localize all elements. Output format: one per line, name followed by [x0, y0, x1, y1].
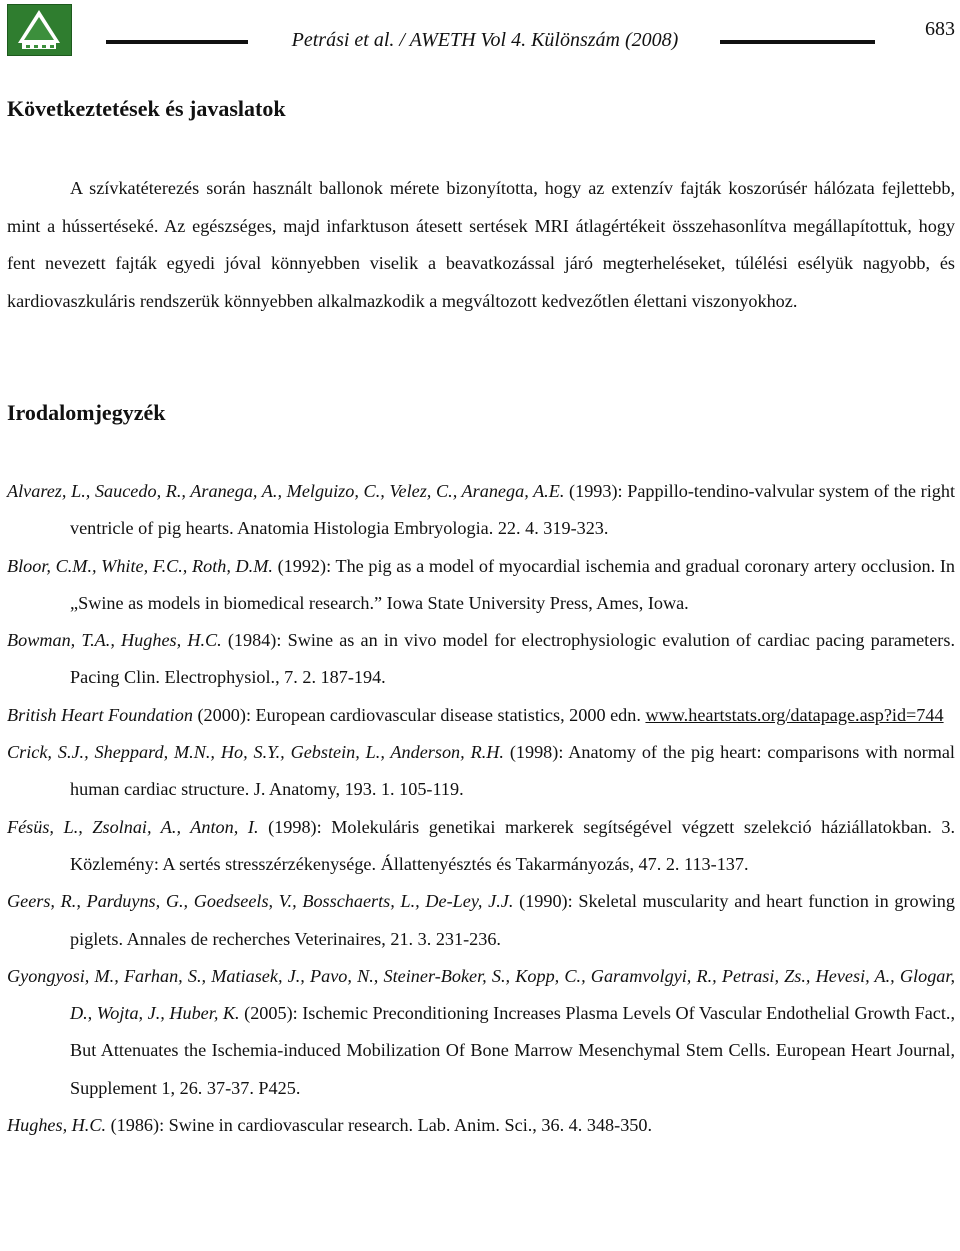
- conclusions-heading: Következtetések és javaslatok: [7, 96, 286, 121]
- reference-authors: Alvarez, L., Saucedo, R., Aranega, A., Melguizo, C., Velez, C., Aranega, A.E.: [7, 481, 565, 501]
- reference-item: [7, 883, 955, 958]
- reference-text: (2000): European cardiovascular disease statistics, 2000 edn.: [192, 704, 646, 725]
- reference-item: [7, 958, 955, 1107]
- reference-item: [7, 473, 955, 548]
- aweth-logo-icon: [7, 4, 72, 56]
- reference-text: (1984): Swine as an in vivo model for electrophysiologic evalution of cardiac pacing parameters. Pacing Clin. Electrophysiol., 7. 2. 187-194.: [70, 630, 955, 688]
- header-rule-left: [106, 40, 248, 44]
- reference-item: [7, 548, 955, 623]
- reference-item: [7, 697, 955, 734]
- reference-authors: Gyongyosi, M., Farhan, S., Matiasek, J., Pavo, N., Steiner-Boker, S., Kopp, C., Garamvolgyi, R., Petrasi, Zs., Hevesi, A., Glogar, D., Wojta, J., Huber, K.: [7, 965, 955, 1024]
- reference-text: (1986): Swine in cardiovascular research. Lab. Anim. Sci., 36. 4. 348-350.: [106, 1115, 653, 1136]
- reference-link[interactable]: www.heartstats.org/datapage.asp?id=744: [645, 704, 944, 725]
- reference-list: [7, 473, 955, 1144]
- reference-text: (1993): Pappillo-tendino-valvular system of the right ventricle of pig hearts. Anatomia Histologia Embryologia. 22. 4. 319-323.: [70, 481, 955, 539]
- reference-authors: Bloor, C.M., White, F.C., Roth, D.M.: [7, 555, 273, 576]
- reference-item: [7, 809, 955, 884]
- reference-authors: Hughes, H.C.: [7, 1115, 107, 1136]
- reference-authors: Bowman, T.A., Hughes, H.C.: [7, 630, 222, 651]
- reference-authors: British Heart Foundation: [7, 704, 193, 725]
- reference-text: (1998): Anatomy of the pig heart: comparisons with normal human cardiac structure. J. Anatomy, 193. 1. 105-119.: [70, 742, 955, 800]
- page-number: 683: [925, 18, 955, 40]
- references-heading: Irodalomjegyzék: [7, 400, 166, 425]
- reference-item: [7, 622, 955, 697]
- journal-header: Petrási et al. / AWETH Vol 4. Különszám (2008): [291, 29, 679, 51]
- conclusions-paragraph: A szívkatéterezés során használt ballonok mérete bizonyította, hogy az extenzív fajták koszorúsér hálózata fejlettebb, mint a hússertéseké. Az egészséges, majd infarktuson átesett sertések MRI átlagértékeit összehasonlítva megállapítottuk, hogy fent nevezett fajták egyedi jóval könnyebben viselik a beavatkozással járó megterheléseket, túlélési esélyük nagyobb, és kardiovaszkuláris rendszerük könnyebben alkalmazkodik a megváltozott kedvezőtlen élettani viszonyokhoz.: [7, 178, 955, 311]
- reference-item: [7, 734, 955, 809]
- reference-text: (1990): Skeletal muscularity and heart function in growing piglets. Annales de recherches Veterinaires, 21. 3. 231-236.: [70, 891, 955, 949]
- reference-authors: Geers, R., Parduyns, G., Goedseels, V., Bosschaerts, L., De-Ley, J.J.: [7, 891, 514, 912]
- reference-text: (2005): Ischemic Preconditioning Increases Plasma Levels Of Vascular Endothelial Growth Fact., But Attenuates the Ischemia-induced Mobilization Of Bone Marrow Mesenchymal Stem Cells. European Heart Journal, Supplement 1, 26. 37-37. P425.: [70, 1003, 955, 1098]
- reference-authors: Crick, S.J., Sheppard, M.N., Ho, S.Y., Gebstein, L., Anderson, R.H.: [7, 742, 504, 763]
- reference-authors: Fésüs, L., Zsolnai, A., Anton, I.: [7, 816, 259, 837]
- header-rule-right: [720, 40, 875, 44]
- reference-item: [7, 1107, 955, 1144]
- reference-text: (1998): Molekuláris genetikai markerek segítségével végzett szelekció háziállatokban. 3. Közlemény: A sertés stresszérzékenysége. Állattenyésztés és Takarmányozás, 47. 2. 113-137.: [70, 816, 955, 874]
- reference-text: (1992): The pig as a model of myocardial ischemia and gradual coronary artery occlusion. In „Swine as models in biomedical research.” Iowa State University Press, Ames, Iowa.: [70, 555, 955, 613]
